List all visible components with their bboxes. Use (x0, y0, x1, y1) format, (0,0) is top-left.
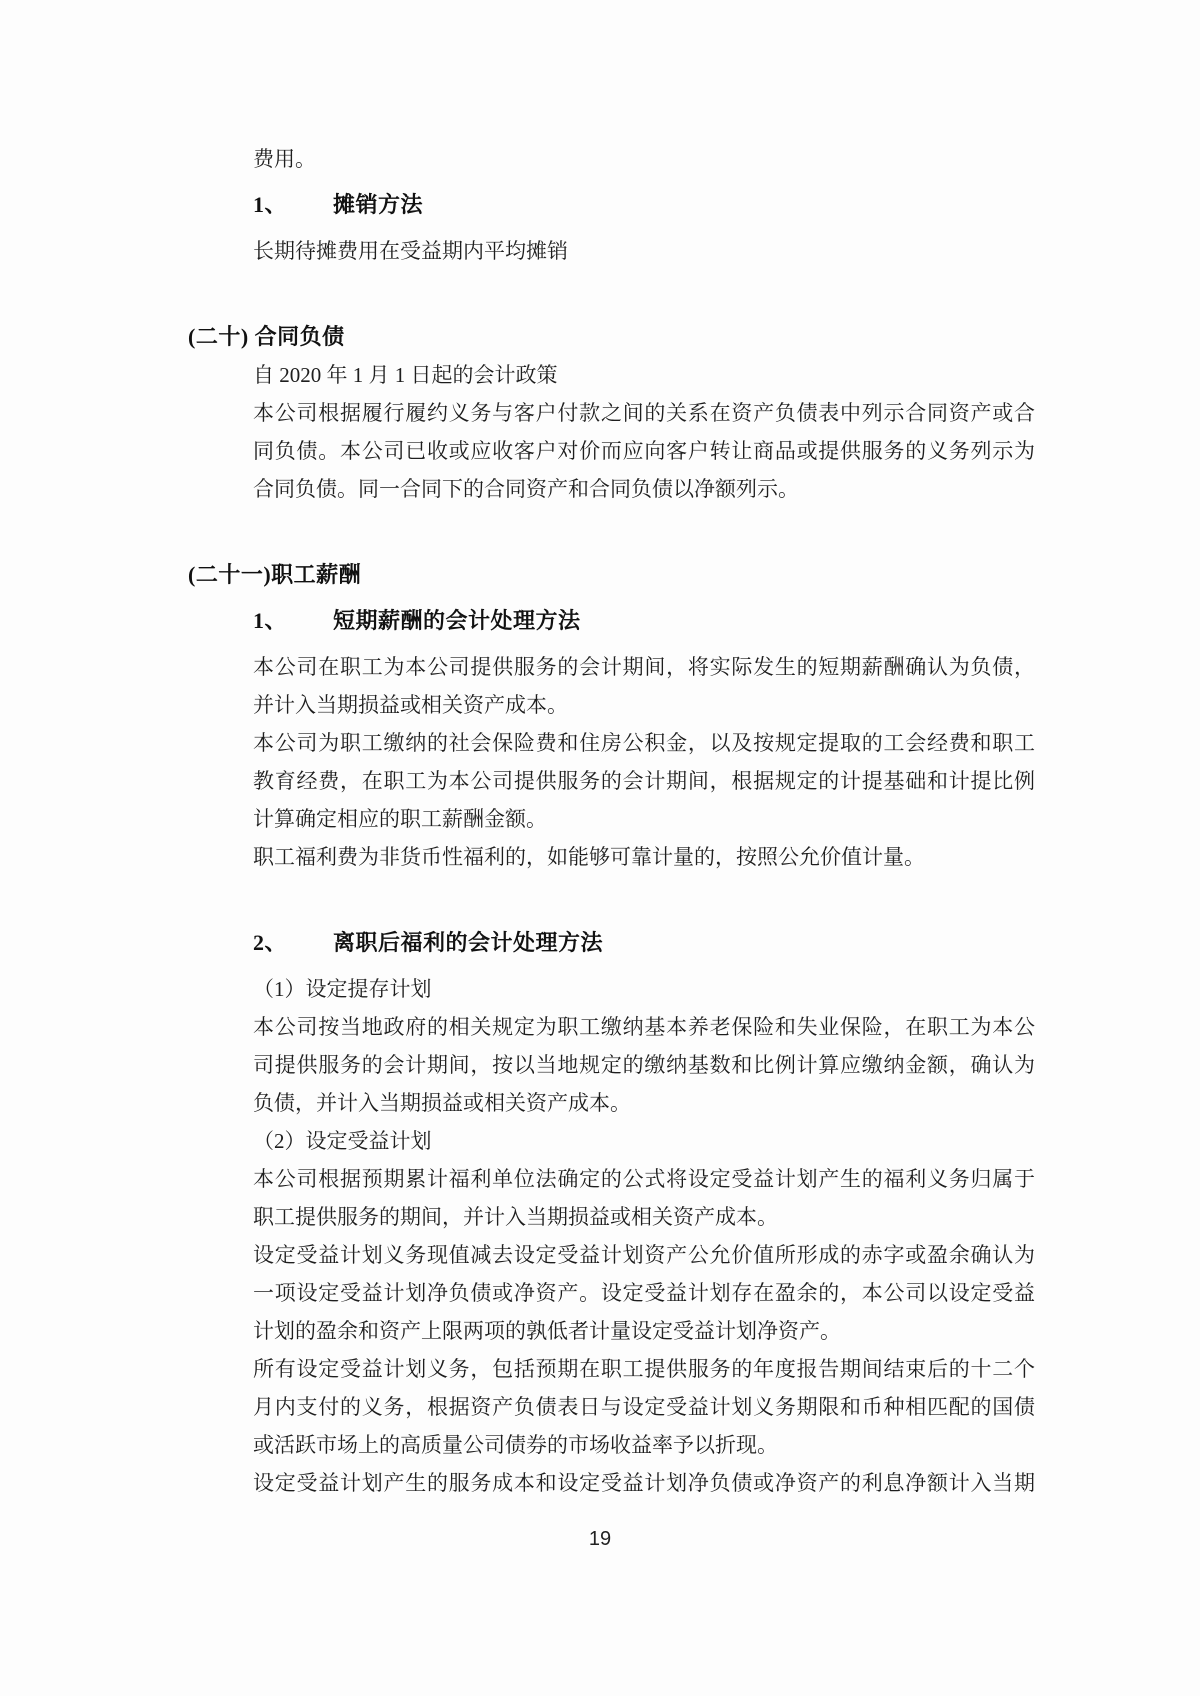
paragraph (253, 648, 1035, 724)
paragraph (253, 394, 1035, 508)
paragraph (253, 1160, 1035, 1236)
text-line: 月内支付的义务，根据资产负债表日与设定受益计划义务期限和币种相匹配的国债 (253, 1395, 1035, 1419)
heading-title: 短期薪酬的会计处理方法 (333, 608, 581, 633)
text-line: 本公司按当地政府的相关规定为职工缴纳基本养老保险和失业保险，在职工为本公 (253, 1015, 1035, 1039)
paragraph (253, 1350, 1035, 1464)
section-number: (二十) (188, 324, 255, 349)
paragraph (253, 838, 1035, 876)
text-line: 自 2020 年 1 月 1 日起的会计政策 (253, 363, 558, 387)
text-line: 本公司在职工为本公司提供服务的会计期间，将实际发生的短期薪酬确认为负债， (253, 655, 1035, 679)
text-line: 同负债。本公司已收或应收客户对价而应向客户转让商品或提供服务的义务列示为 (253, 439, 1035, 463)
text-line: 一项设定受益计划净负债或净资产。设定受益计划存在盈余的，本公司以设定受益 (253, 1281, 1035, 1305)
paragraph (253, 1464, 1035, 1502)
page-number: 19 (588, 1528, 612, 1550)
heading-title: 摊销方法 (333, 192, 424, 217)
section-number: (二十一) (188, 562, 272, 587)
section-title: 合同负债 (254, 324, 345, 349)
text-line: 或活跃市场上的高质量公司债券的市场收益率予以折现。 (253, 1433, 778, 1457)
text-line: 设定受益计划产生的服务成本和设定受益计划净负债或净资产的利息净额计入当期 (253, 1471, 1035, 1495)
text-line: 并计入当期损益或相关资产成本。 (253, 693, 568, 717)
heading-number: 1、 (253, 608, 288, 633)
numbered-heading (253, 924, 1035, 962)
text-line: 合同负债。同一合同下的合同资产和合同负债以净额列示。 (253, 477, 799, 501)
heading-number: 1、 (253, 192, 288, 217)
section-heading (188, 556, 1048, 594)
heading-number: 2、 (253, 930, 288, 955)
text-line: 本公司根据履行履约义务与客户付款之间的关系在资产负债表中列示合同资产或合 (253, 401, 1035, 425)
heading-title: 离职后福利的会计处理方法 (333, 930, 604, 955)
paragraph (253, 232, 1035, 270)
section-title: 职工薪酬 (271, 562, 362, 587)
paragraph (253, 356, 1035, 394)
text-line: 设定受益计划义务现值减去设定受益计划资产公允价值所形成的赤字或盈余确认为 (253, 1243, 1035, 1267)
paragraph (253, 140, 1035, 178)
text-line: 长期待摊费用在受益期内平均摊销 (253, 239, 568, 263)
paragraph (253, 1236, 1035, 1350)
document-content (188, 140, 1048, 1502)
text-line: 本公司根据预期累计福利单位法确定的公式将设定受益计划产生的福利义务归属于 (253, 1167, 1035, 1191)
text-line: 负债，并计入当期损益或相关资产成本。 (253, 1091, 631, 1115)
paragraph (253, 970, 1035, 1008)
paragraph (253, 724, 1035, 838)
text-line: 司提供服务的会计期间，按以当地规定的缴纳基数和比例计算应缴纳金额，确认为 (253, 1053, 1035, 1077)
paragraph (253, 1008, 1035, 1122)
text-line: 职工福利费为非货币性福利的，如能够可靠计量的，按照公允价值计量。 (253, 845, 925, 869)
text-line: （2）设定受益计划 (253, 1129, 432, 1153)
numbered-heading (253, 186, 1035, 224)
text-line: 职工提供服务的期间，并计入当期损益或相关资产成本。 (253, 1205, 778, 1229)
text-line: 教育经费，在职工为本公司提供服务的会计期间，根据规定的计提基础和计提比例 (253, 769, 1035, 793)
text-line: 本公司为职工缴纳的社会保险费和住房公积金，以及按规定提取的工会经费和职工 (253, 731, 1035, 755)
numbered-heading (253, 602, 1035, 640)
paragraph (253, 1122, 1035, 1160)
text-line: 计算确定相应的职工薪酬金额。 (253, 807, 547, 831)
text-line: 所有设定受益计划义务，包括预期在职工提供服务的年度报告期间结束后的十二个 (253, 1357, 1035, 1381)
text-line: 计划的盈余和资产上限两项的孰低者计量设定受益计划净资产。 (253, 1319, 841, 1343)
text-line: 费用。 (253, 147, 316, 171)
section-heading (188, 318, 1048, 356)
text-line: （1）设定提存计划 (253, 977, 432, 1001)
